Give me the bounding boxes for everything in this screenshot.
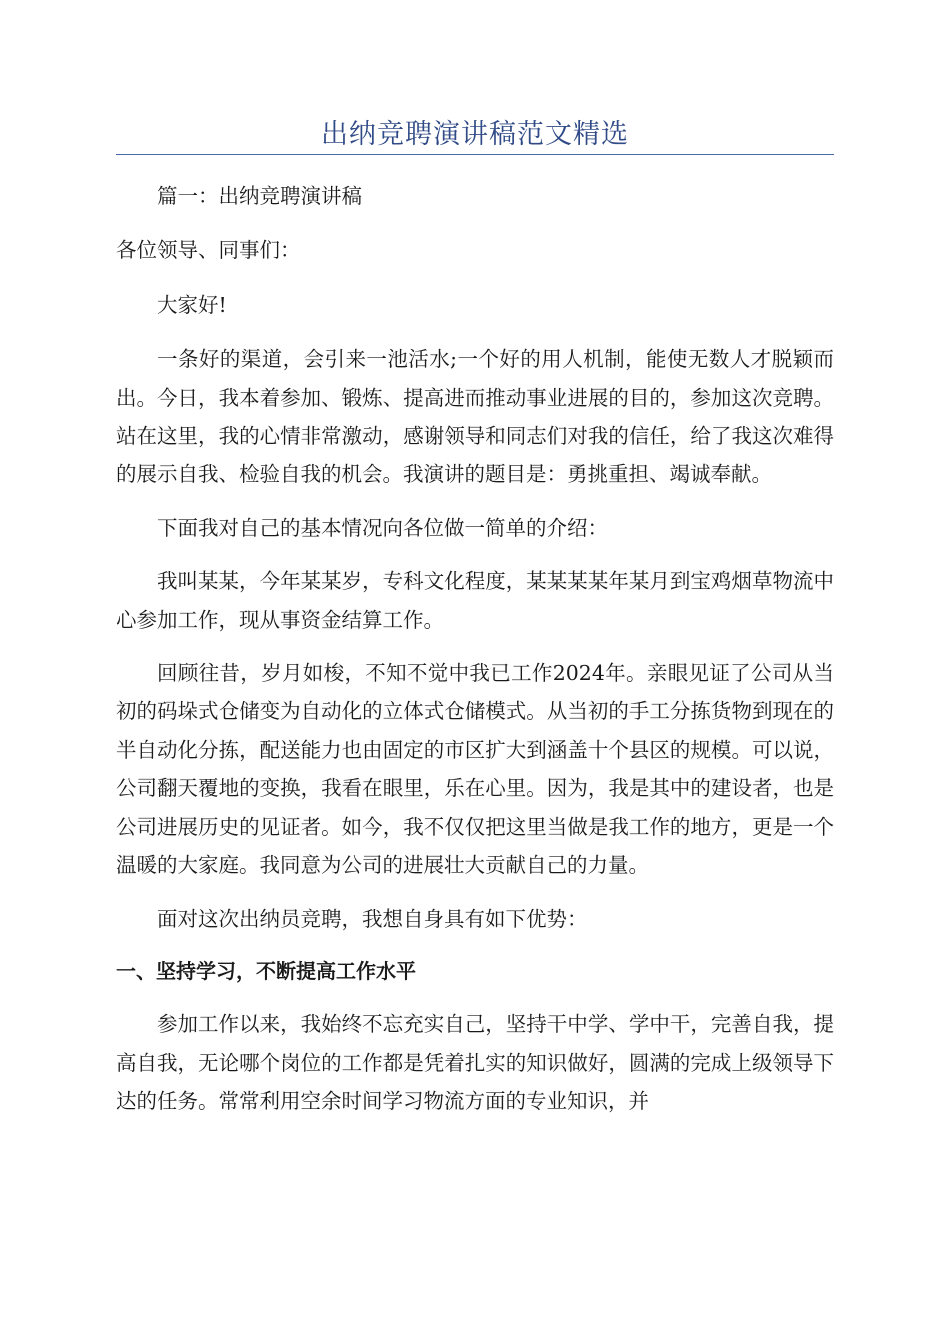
paragraph: 我叫某某，今年某某岁，专科文化程度，某某某某年某月到宝鸡烟草物流中心参加工作，现从事资金结算工作。 <box>116 569 834 632</box>
document-page <box>116 0 834 1121</box>
paragraph: 参加工作以来，我始终不忘充实自己，坚持干中学、学中干，完善自我，提高自我，无论哪个岗位的工作都是凭着扎实的知识做好，圆满的完成上级领导下达的任务。常常利用空余时间学习物流方面的专业知识，并 <box>116 1012 834 1114</box>
page-title: 出纳竞聘演讲稿范文精选 <box>321 119 629 150</box>
salutation: 各位领导、同事们： <box>116 238 301 263</box>
paragraph: 面对这次出纳员竞聘，我想自身具有如下优势： <box>157 906 588 931</box>
paragraph: 一条好的渠道，会引来一池活水;一个好的用人机制，能使无数人才脱颖而出。今日，我本着参加、锻炼、提高进而推动事业进展的目的，参加这次竞聘。站在这里，我的心情非常激动，感谢领导和同志们对我的信任，给了我这次难得的展示自我、检验自我的机会。我演讲的题目是：勇挑重担、竭诚奉献。 <box>116 347 834 487</box>
title-underline <box>116 154 834 155</box>
paragraph: 下面我对自己的基本情况向各位做一简单的介绍： <box>157 515 608 540</box>
section-heading: 一、坚持学习，不断提高工作水平 <box>116 958 416 983</box>
paragraph: 回顾往昔，岁月如梭，不知不觉中我已工作2024年。亲眼见证了公司从当初的码垛式仓储变为自动化的立体式仓储模式。从当初的手工分拣货物到现在的半自动化分拣，配送能力也由固定的市区扩大到涵盖十个县区的规模。可以说，公司翻天覆地的变换，我看在眼里，乐在心里。因为，我是其中的建设者，也是公司进展历史的见证者。如今，我不仅仅把这里当做是我工作的地方，更是一个温暖的大家庭。我同意为公司的进展壮大贡献自己的力量。 <box>116 661 834 878</box>
section-label: 篇一：出纳竞聘演讲稿 <box>157 184 362 208</box>
greeting: 大家好! <box>157 292 227 317</box>
